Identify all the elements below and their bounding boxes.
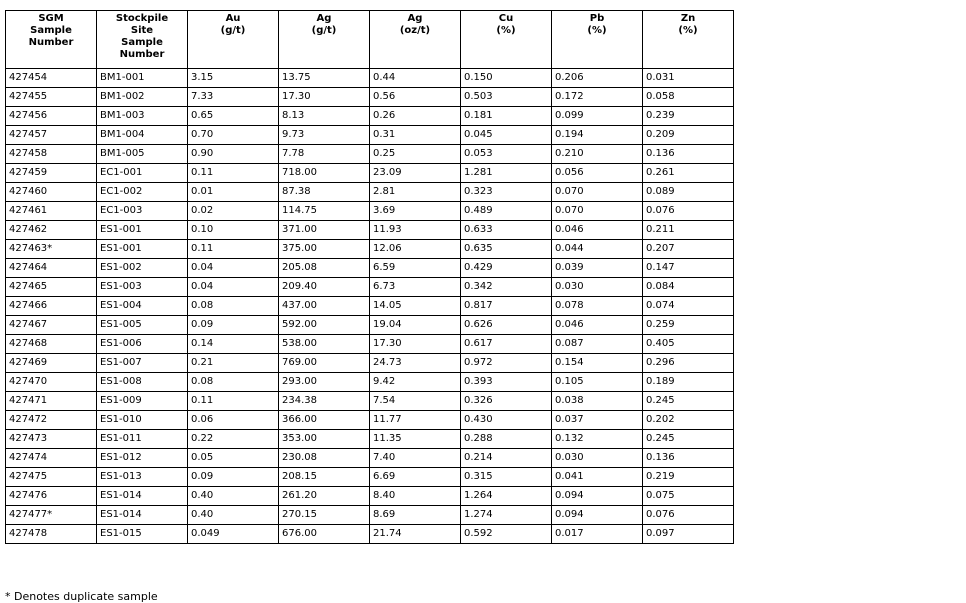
cell-cu-pct: 0.323 [461,183,552,202]
cell-ag-gpt: 114.75 [279,202,370,221]
cell-zn-pct: 0.089 [643,183,734,202]
table-row [6,392,734,411]
cell-zn-pct: 0.076 [643,506,734,525]
cell-au-gpt: 0.40 [188,487,279,506]
table-row [6,164,734,183]
cell-ag-gpt: 17.30 [279,88,370,107]
table-row [6,506,734,525]
cell-au-gpt: 0.14 [188,335,279,354]
cell-sgm-sample-number: 427467 [6,316,97,335]
cell-ag-gpt: 437.00 [279,297,370,316]
cell-stockpile-sample-number: ES1-001 [97,240,188,259]
cell-sgm-sample-number: 427469 [6,354,97,373]
header-sgm-sample-number: SGM Sample Number [6,11,97,69]
cell-stockpile-sample-number: EC1-002 [97,183,188,202]
cell-cu-pct: 0.503 [461,88,552,107]
cell-au-gpt: 0.049 [188,525,279,544]
cell-zn-pct: 0.239 [643,107,734,126]
cell-sgm-sample-number: 427472 [6,411,97,430]
table-row [6,316,734,335]
cell-cu-pct: 1.281 [461,164,552,183]
table-row [6,221,734,240]
cell-ag-gpt: 538.00 [279,335,370,354]
cell-zn-pct: 0.207 [643,240,734,259]
cell-ag-ozt: 23.09 [370,164,461,183]
cell-pb-pct: 0.070 [552,202,643,221]
cell-cu-pct: 0.150 [461,69,552,88]
cell-sgm-sample-number: 427466 [6,297,97,316]
cell-ag-ozt: 2.81 [370,183,461,202]
cell-au-gpt: 0.09 [188,316,279,335]
cell-zn-pct: 0.031 [643,69,734,88]
cell-ag-gpt: 718.00 [279,164,370,183]
cell-ag-ozt: 6.69 [370,468,461,487]
cell-stockpile-sample-number: EC1-003 [97,202,188,221]
cell-ag-gpt: 676.00 [279,525,370,544]
cell-au-gpt: 0.06 [188,411,279,430]
cell-pb-pct: 0.105 [552,373,643,392]
cell-zn-pct: 0.189 [643,373,734,392]
cell-pb-pct: 0.172 [552,88,643,107]
cell-stockpile-sample-number: ES1-004 [97,297,188,316]
table-row [6,183,734,202]
cell-au-gpt: 0.90 [188,145,279,164]
cell-ag-ozt: 12.06 [370,240,461,259]
table-row [6,297,734,316]
cell-ag-ozt: 7.40 [370,449,461,468]
cell-ag-gpt: 8.13 [279,107,370,126]
cell-pb-pct: 0.041 [552,468,643,487]
cell-sgm-sample-number: 427470 [6,373,97,392]
cell-stockpile-sample-number: ES1-014 [97,506,188,525]
cell-au-gpt: 0.05 [188,449,279,468]
cell-pb-pct: 0.039 [552,259,643,278]
header-cu-pct: Cu (%) [461,11,552,69]
table-row [6,430,734,449]
table-row [6,487,734,506]
cell-au-gpt: 0.11 [188,164,279,183]
cell-pb-pct: 0.030 [552,449,643,468]
cell-stockpile-sample-number: BM1-004 [97,126,188,145]
cell-zn-pct: 0.211 [643,221,734,240]
cell-pb-pct: 0.070 [552,183,643,202]
cell-sgm-sample-number: 427461 [6,202,97,221]
cell-pb-pct: 0.094 [552,487,643,506]
cell-pb-pct: 0.078 [552,297,643,316]
cell-stockpile-sample-number: ES1-015 [97,525,188,544]
table-row [6,126,734,145]
cell-ag-ozt: 11.77 [370,411,461,430]
cell-stockpile-sample-number: ES1-002 [97,259,188,278]
cell-stockpile-sample-number: BM1-002 [97,88,188,107]
cell-zn-pct: 0.074 [643,297,734,316]
cell-sgm-sample-number: 427458 [6,145,97,164]
cell-ag-ozt: 11.93 [370,221,461,240]
cell-au-gpt: 0.04 [188,278,279,297]
cell-ag-gpt: 592.00 [279,316,370,335]
table-row [6,449,734,468]
cell-sgm-sample-number: 427463* [6,240,97,259]
cell-ag-gpt: 13.75 [279,69,370,88]
header-pb-pct: Pb (%) [552,11,643,69]
cell-zn-pct: 0.058 [643,88,734,107]
cell-ag-ozt: 0.44 [370,69,461,88]
duplicate-sample-footnote: * Denotes duplicate sample [5,590,158,603]
cell-sgm-sample-number: 427478 [6,525,97,544]
cell-ag-ozt: 17.30 [370,335,461,354]
cell-cu-pct: 0.288 [461,430,552,449]
cell-sgm-sample-number: 427455 [6,88,97,107]
table-row [6,69,734,88]
cell-ag-ozt: 0.25 [370,145,461,164]
cell-cu-pct: 0.053 [461,145,552,164]
cell-stockpile-sample-number: BM1-003 [97,107,188,126]
cell-stockpile-sample-number: ES1-013 [97,468,188,487]
cell-pb-pct: 0.154 [552,354,643,373]
cell-sgm-sample-number: 427475 [6,468,97,487]
cell-ag-gpt: 769.00 [279,354,370,373]
cell-zn-pct: 0.209 [643,126,734,145]
table-row [6,373,734,392]
cell-ag-ozt: 14.05 [370,297,461,316]
table-row [6,278,734,297]
cell-ag-gpt: 208.15 [279,468,370,487]
cell-sgm-sample-number: 427457 [6,126,97,145]
cell-ag-gpt: 9.73 [279,126,370,145]
header-au-gpt: Au (g/t) [188,11,279,69]
cell-cu-pct: 0.045 [461,126,552,145]
cell-pb-pct: 0.037 [552,411,643,430]
cell-au-gpt: 0.70 [188,126,279,145]
header-zn-pct: Zn (%) [643,11,734,69]
cell-ag-gpt: 205.08 [279,259,370,278]
cell-cu-pct: 0.617 [461,335,552,354]
cell-zn-pct: 0.202 [643,411,734,430]
cell-ag-gpt: 293.00 [279,373,370,392]
cell-ag-ozt: 24.73 [370,354,461,373]
cell-au-gpt: 3.15 [188,69,279,88]
cell-ag-ozt: 3.69 [370,202,461,221]
cell-au-gpt: 0.01 [188,183,279,202]
cell-stockpile-sample-number: ES1-008 [97,373,188,392]
cell-zn-pct: 0.084 [643,278,734,297]
cell-stockpile-sample-number: ES1-010 [97,411,188,430]
cell-ag-ozt: 8.69 [370,506,461,525]
cell-zn-pct: 0.097 [643,525,734,544]
cell-zn-pct: 0.136 [643,145,734,164]
cell-ag-ozt: 0.56 [370,88,461,107]
cell-ag-ozt: 11.35 [370,430,461,449]
cell-stockpile-sample-number: BM1-005 [97,145,188,164]
cell-sgm-sample-number: 427474 [6,449,97,468]
cell-sgm-sample-number: 427465 [6,278,97,297]
cell-au-gpt: 7.33 [188,88,279,107]
table-row [6,88,734,107]
cell-cu-pct: 0.393 [461,373,552,392]
cell-au-gpt: 0.02 [188,202,279,221]
cell-ag-gpt: 209.40 [279,278,370,297]
cell-cu-pct: 0.817 [461,297,552,316]
cell-ag-gpt: 375.00 [279,240,370,259]
cell-zn-pct: 0.219 [643,468,734,487]
cell-cu-pct: 0.429 [461,259,552,278]
cell-ag-gpt: 270.15 [279,506,370,525]
cell-cu-pct: 0.972 [461,354,552,373]
cell-pb-pct: 0.038 [552,392,643,411]
table-row [6,354,734,373]
cell-sgm-sample-number: 427454 [6,69,97,88]
cell-sgm-sample-number: 427462 [6,221,97,240]
cell-stockpile-sample-number: ES1-009 [97,392,188,411]
header-ag-ozt: Ag (oz/t) [370,11,461,69]
cell-pb-pct: 0.044 [552,240,643,259]
cell-zn-pct: 0.245 [643,430,734,449]
cell-cu-pct: 1.264 [461,487,552,506]
cell-au-gpt: 0.04 [188,259,279,278]
table-body [6,69,734,544]
cell-sgm-sample-number: 427477* [6,506,97,525]
cell-ag-ozt: 0.31 [370,126,461,145]
cell-zn-pct: 0.076 [643,202,734,221]
cell-zn-pct: 0.075 [643,487,734,506]
cell-cu-pct: 0.214 [461,449,552,468]
table-header-row [6,11,734,69]
cell-au-gpt: 0.40 [188,506,279,525]
cell-ag-ozt: 6.59 [370,259,461,278]
cell-stockpile-sample-number: ES1-005 [97,316,188,335]
table-row [6,468,734,487]
cell-cu-pct: 0.592 [461,525,552,544]
cell-pb-pct: 0.099 [552,107,643,126]
cell-pb-pct: 0.017 [552,525,643,544]
cell-stockpile-sample-number: ES1-001 [97,221,188,240]
table-row [6,202,734,221]
cell-pb-pct: 0.206 [552,69,643,88]
cell-zn-pct: 0.147 [643,259,734,278]
cell-au-gpt: 0.09 [188,468,279,487]
cell-sgm-sample-number: 427464 [6,259,97,278]
cell-cu-pct: 0.635 [461,240,552,259]
cell-au-gpt: 0.65 [188,107,279,126]
cell-pb-pct: 0.094 [552,506,643,525]
cell-pb-pct: 0.030 [552,278,643,297]
cell-stockpile-sample-number: BM1-001 [97,69,188,88]
cell-sgm-sample-number: 427456 [6,107,97,126]
header-ag-gpt: Ag (g/t) [279,11,370,69]
cell-sgm-sample-number: 427473 [6,430,97,449]
cell-cu-pct: 0.315 [461,468,552,487]
table-row [6,240,734,259]
cell-pb-pct: 0.132 [552,430,643,449]
cell-ag-gpt: 230.08 [279,449,370,468]
cell-zn-pct: 0.136 [643,449,734,468]
cell-pb-pct: 0.194 [552,126,643,145]
table-row [6,411,734,430]
cell-stockpile-sample-number: ES1-011 [97,430,188,449]
cell-pb-pct: 0.046 [552,221,643,240]
cell-pb-pct: 0.210 [552,145,643,164]
cell-pb-pct: 0.046 [552,316,643,335]
cell-cu-pct: 0.342 [461,278,552,297]
cell-stockpile-sample-number: ES1-012 [97,449,188,468]
cell-pb-pct: 0.087 [552,335,643,354]
cell-cu-pct: 0.430 [461,411,552,430]
cell-pb-pct: 0.056 [552,164,643,183]
cell-cu-pct: 1.274 [461,506,552,525]
table-row [6,335,734,354]
cell-ag-ozt: 0.26 [370,107,461,126]
cell-ag-gpt: 353.00 [279,430,370,449]
cell-ag-gpt: 87.38 [279,183,370,202]
cell-au-gpt: 0.11 [188,392,279,411]
cell-sgm-sample-number: 427471 [6,392,97,411]
cell-zn-pct: 0.296 [643,354,734,373]
cell-zn-pct: 0.405 [643,335,734,354]
cell-ag-ozt: 21.74 [370,525,461,544]
cell-cu-pct: 0.489 [461,202,552,221]
cell-ag-gpt: 261.20 [279,487,370,506]
cell-au-gpt: 0.21 [188,354,279,373]
cell-zn-pct: 0.261 [643,164,734,183]
cell-ag-ozt: 7.54 [370,392,461,411]
cell-au-gpt: 0.10 [188,221,279,240]
cell-au-gpt: 0.08 [188,297,279,316]
cell-au-gpt: 0.22 [188,430,279,449]
table-row [6,525,734,544]
cell-sgm-sample-number: 427460 [6,183,97,202]
cell-sgm-sample-number: 427468 [6,335,97,354]
cell-cu-pct: 0.181 [461,107,552,126]
cell-cu-pct: 0.633 [461,221,552,240]
cell-sgm-sample-number: 427476 [6,487,97,506]
cell-sgm-sample-number: 427459 [6,164,97,183]
table-row [6,145,734,164]
cell-cu-pct: 0.626 [461,316,552,335]
table-row [6,259,734,278]
cell-ag-gpt: 366.00 [279,411,370,430]
cell-au-gpt: 0.11 [188,240,279,259]
cell-cu-pct: 0.326 [461,392,552,411]
cell-zn-pct: 0.259 [643,316,734,335]
cell-stockpile-sample-number: ES1-007 [97,354,188,373]
table-row [6,107,734,126]
cell-ag-gpt: 371.00 [279,221,370,240]
cell-stockpile-sample-number: EC1-001 [97,164,188,183]
cell-stockpile-sample-number: ES1-014 [97,487,188,506]
assay-results-table [5,10,734,544]
cell-ag-ozt: 9.42 [370,373,461,392]
cell-ag-ozt: 6.73 [370,278,461,297]
cell-stockpile-sample-number: ES1-006 [97,335,188,354]
cell-ag-gpt: 7.78 [279,145,370,164]
cell-zn-pct: 0.245 [643,392,734,411]
cell-ag-ozt: 19.04 [370,316,461,335]
cell-au-gpt: 0.08 [188,373,279,392]
cell-ag-ozt: 8.40 [370,487,461,506]
cell-stockpile-sample-number: ES1-003 [97,278,188,297]
cell-ag-gpt: 234.38 [279,392,370,411]
header-stockpile-site-sample-number: Stockpile Site Sample Number [97,11,188,69]
